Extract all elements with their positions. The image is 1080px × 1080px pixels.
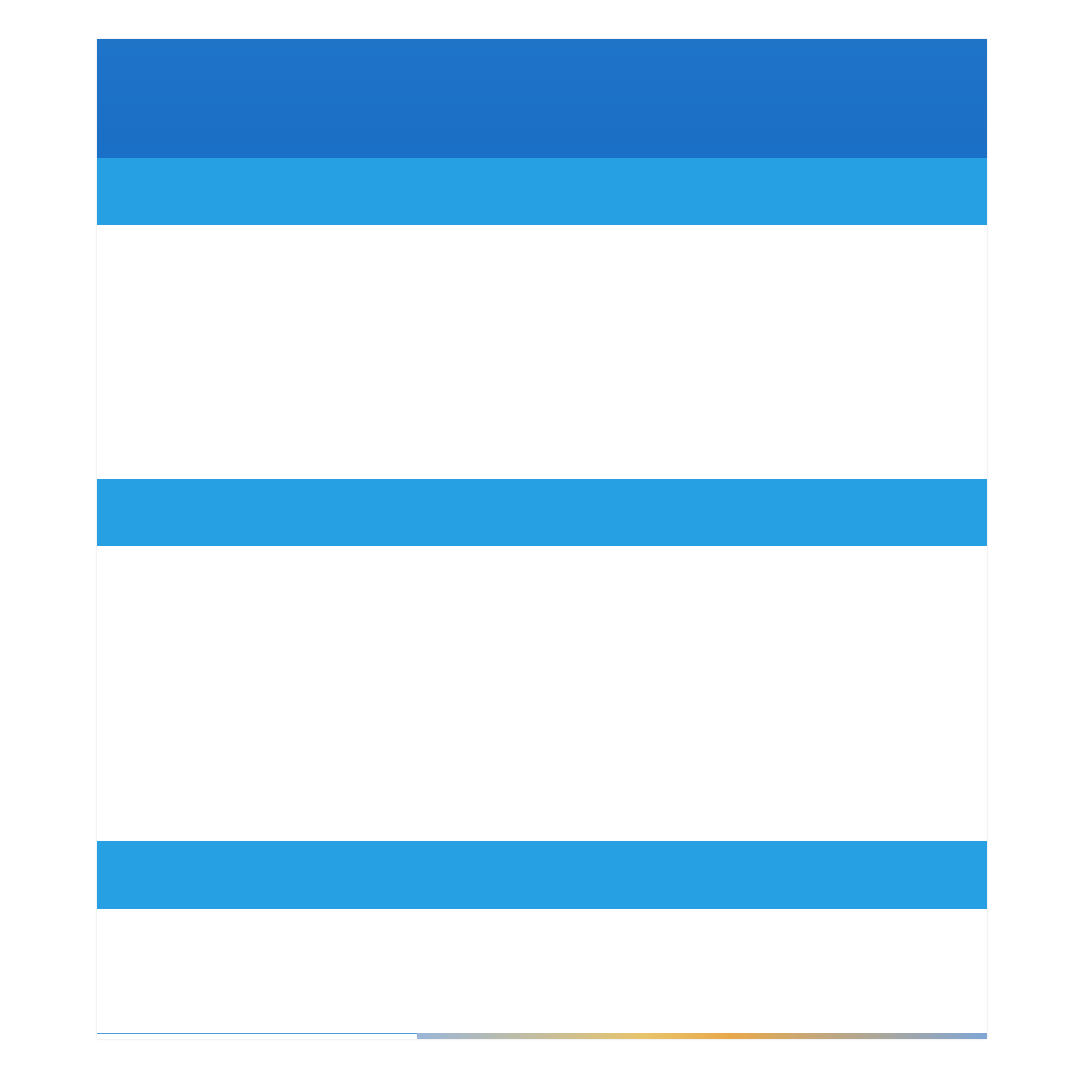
title-block [97,39,987,158]
footer-note [97,989,987,1034]
minerals-header [97,841,987,909]
decorative-strip [417,1033,987,1039]
nutrition-header [97,158,987,225]
nutrition-facts-panel [97,39,987,1039]
vitamins-header [97,479,987,546]
